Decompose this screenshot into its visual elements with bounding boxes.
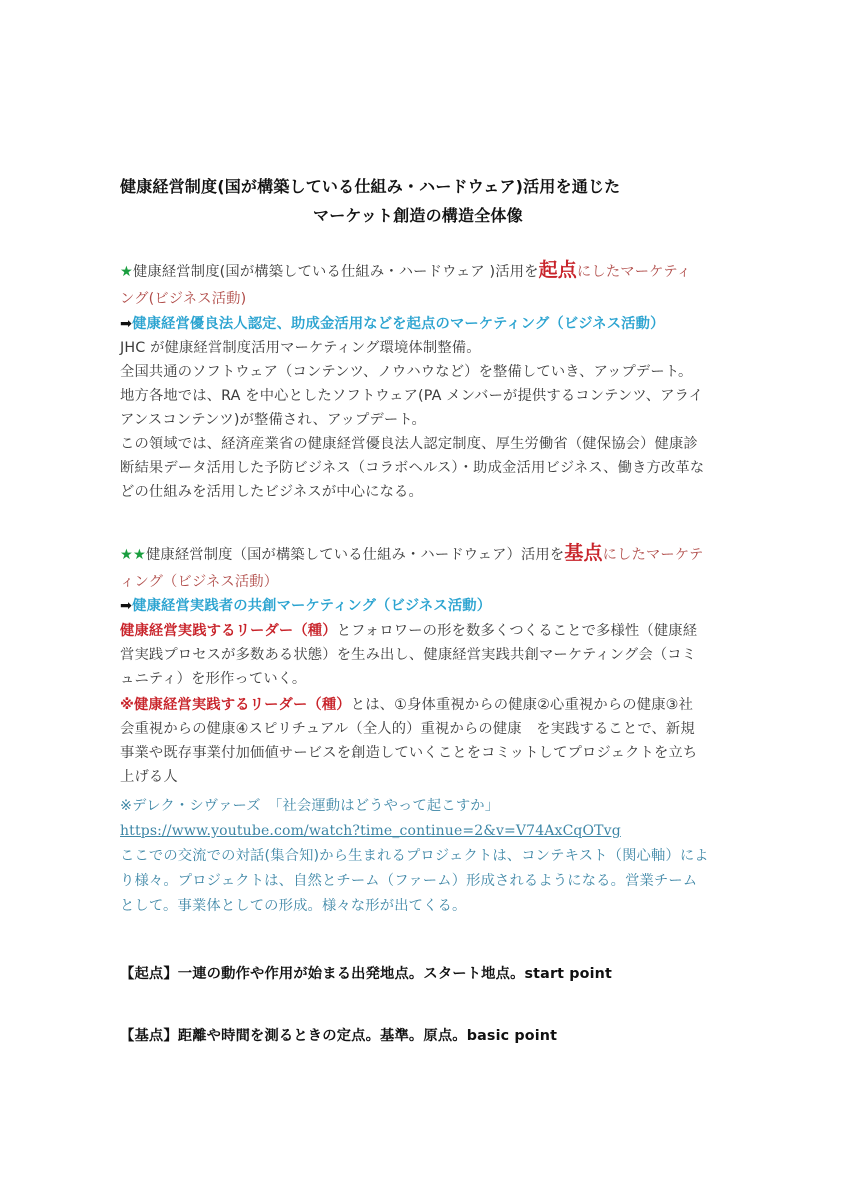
emphasis-kiten: 起点	[538, 259, 577, 281]
reference-link[interactable]: https://www.youtube.com/watch?time_continue=2&v=V74AxCqOTvg	[120, 823, 621, 839]
para3-line: として。事業体としての形成。様々な形が出てくる。	[120, 898, 467, 914]
definition-kiten-base: 【基点】距離や時間を測るときの定点。基準。原点。basic point	[120, 1028, 558, 1044]
para1-line: ュニティ）を形作っていく。	[120, 671, 307, 687]
section2-heading: ★★健康経営制度（国が構築している仕組み・ハードウェア）活用を基点にしたマーケテ	[120, 542, 704, 564]
section2-subheading: ➡健康経営実践者の共創マーケティング（ビジネス活動）	[120, 598, 492, 614]
body-line: 地方各地では、RA を中心としたソフトウェア(PA メンバーが提供するコンテンツ、アライ	[120, 388, 704, 404]
star-icon: ★	[120, 264, 133, 280]
section1-heading-cont: ング(ビジネス活動)	[120, 291, 247, 307]
emphasis-kiten-base: 基点	[564, 542, 603, 564]
body-line: アンスコンテンツ)が整備され、アップデート。	[120, 412, 426, 428]
section1-heading: ★健康経営制度(国が構築している仕組み・ハードウェア )活用を起点にしたマーケティ	[120, 259, 692, 281]
title-line-1: 健康経営制度(国が構築している仕組み・ハードウェア)活用を通じた	[120, 177, 621, 196]
section1-subheading: ➡健康経営優良法人認定、助成金活用などを起点のマーケティング（ビジネス活動）	[120, 316, 665, 332]
body-line: この領域では、経済産業省の健康経営優良法人認定制度、厚生労働省（健保協会）健康診	[120, 436, 698, 452]
para2-line: ※健康経営実践するリーダー（種）とは、①身体重視からの健康②心重視からの健康③社	[120, 697, 694, 713]
body-line: 全国共通のソフトウェア（コンテンツ、ノウハウなど）を整備していき、アップデート。	[120, 364, 693, 380]
body-line: JHC が健康経営制度活用マーケティング環境体制整備。	[120, 340, 481, 356]
para2-line: 事業や既存事業付加価値サービスを創造していくことをコミットしてプロジェクトを立ち	[120, 745, 698, 761]
double-star-icon: ★★	[120, 547, 146, 563]
reference-label: ※デレク・シヴァーズ 「社会運動はどうやって起こすか」	[120, 798, 500, 814]
arrow-right-icon: ➡	[120, 316, 133, 332]
definition-kiten: 【起点】一連の動作や作用が始まる出発地点。スタート地点。start point	[120, 966, 612, 982]
para3-line: り様々。プロジェクトは、自然とチーム（ファーム）形成されるようになる。営業チーム	[120, 873, 698, 889]
title-line-2: マーケット創造の構造全体像	[313, 206, 523, 225]
para2-line: 上げる人	[120, 769, 178, 785]
arrow-right-icon: ➡	[120, 598, 133, 614]
body-line: 断結果データ活用した予防ビジネス（コラボヘルス）・助成金活用ビジネス、働き方改革な	[120, 460, 705, 476]
body-line: どの仕組みを活用したビジネスが中心になる。	[120, 484, 423, 500]
para2-line: 会重視からの健康④スピリチュアル（全人的）重視からの健康 を実践することで、新規	[120, 721, 695, 737]
para3-line: ここでの交流での対話(集合知)から生まれるプロジェクトは、コンテキスト（関心軸）によ	[120, 848, 709, 864]
section2-heading-cont: ィング（ビジネス活動）	[120, 574, 279, 590]
para1-line: 健康経営実践するリーダー（種）とフォロワーの形を数多くつくることで多様性（健康経	[120, 623, 698, 639]
para1-line: 営実践プロセスが多数ある状態）を生み出し、健康経営実践共創マーケティング会（コミ	[120, 647, 697, 663]
